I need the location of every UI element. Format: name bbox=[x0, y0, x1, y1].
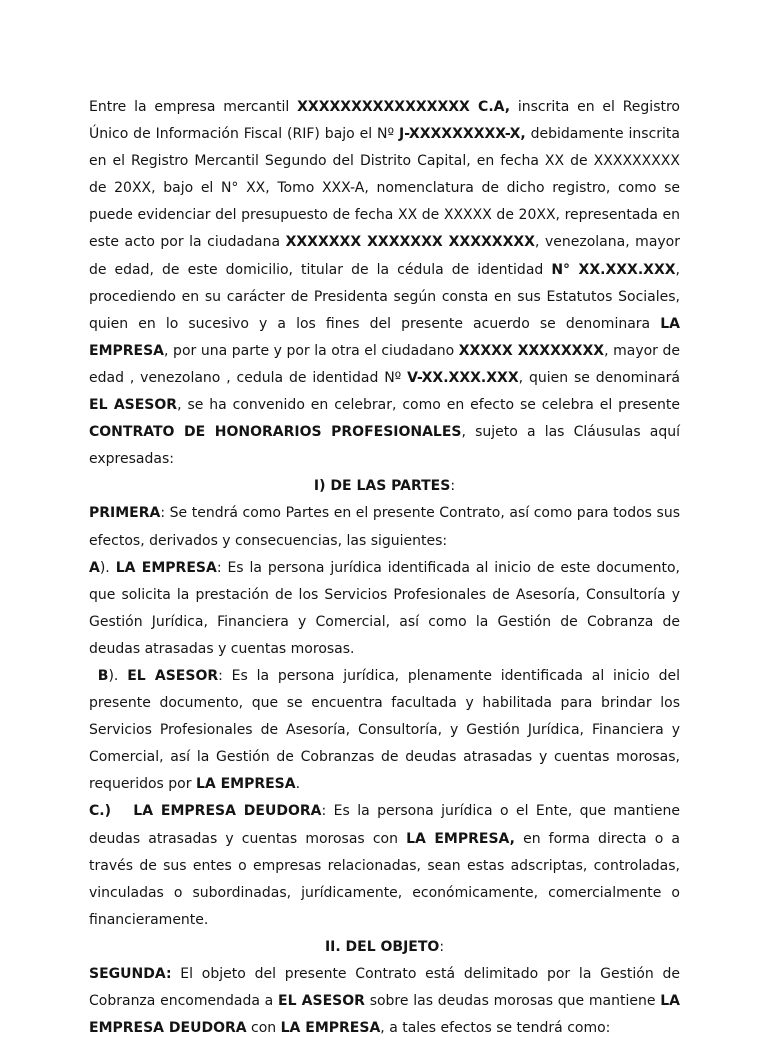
party-el-asesor: EL ASESOR bbox=[89, 397, 178, 414]
intro-text: inscrita en el Registro Único de Información Fiscal (RIF) bajo el Nº bbox=[89, 99, 680, 143]
item-text: : Es la persona jurídica o el Ente, que mantiene deudas atrasadas y cuentas morosas con bbox=[89, 803, 681, 847]
intro-text: , quien se denominará bbox=[518, 369, 680, 386]
section-title: I) DE LAS PARTES bbox=[313, 478, 451, 495]
clause-label: SEGUNDA: bbox=[89, 966, 172, 982]
item-letter: B bbox=[97, 667, 109, 684]
clause-label: PRIMERA bbox=[89, 505, 161, 522]
section-title: II. DEL OBJETO bbox=[324, 938, 440, 955]
party-item-c bbox=[89, 798, 680, 933]
intro-text: , venezolana, mayor de edad, de este domicilio, titular de la cédula de identidad bbox=[89, 234, 681, 278]
advisor-name: XXXXX XXXXXXXX bbox=[458, 342, 605, 359]
clause-text: : Se tendrá como Partes en el presente Contrato, así como para todos sus efectos, derivados y consecuencias, las siguientes: bbox=[89, 505, 680, 549]
party-la-empresa: LA EMPRESA bbox=[280, 1020, 381, 1037]
item-party-name: LA EMPRESA DEUDORA bbox=[133, 803, 322, 820]
item-letter: A bbox=[89, 559, 100, 576]
rif-number: J-XXXXXXXXX-X, bbox=[399, 126, 526, 143]
item-text: : Es la persona jurídica identificada al inicio de este documento, que solicita la prestación de los Servicios Profesionales de Asesoría, Consultoría y Gestión Jurídica, Financiera y Comercial, así como la Gestión de Cobranza de deudas atrasadas y cuentas morosas. bbox=[89, 559, 680, 657]
party-item-b: B). EL ASESOR: Es la persona jurídica, plenamente identificada al inicio del presente documento, que se encuentra facultada y habilitada para brindar los Servicios Profesionales de Asesoría, Consultoría, y Gestión Jurídica, Financiera y Comercial, así la Gestión de Cobranzas de deudas atrasadas y cuentas morosas, requeridos por LA EMPRESA. bbox=[89, 667, 680, 793]
clause-text: con bbox=[246, 1020, 281, 1037]
intro-text: , por una parte y por la otra el ciudadano bbox=[164, 342, 459, 359]
item-party-ref: LA EMPRESA bbox=[195, 776, 296, 793]
item-text: : Es la persona jurídica, plenamente identificada al inicio del presente documento, que se encuentra facultada y habilitada para brindar los Servicios Profesionales de Asesoría, Consultoría, y Gestión Jurídica, Financiera y Comercial, así la Gestión de Cobranzas de deudas atrasadas y cuentas morosas, requeridos por bbox=[89, 667, 680, 793]
clause-text: , a tales efectos se tendrá como: bbox=[380, 1020, 611, 1037]
section-heading-parties: I) DE LAS PARTES: bbox=[313, 478, 456, 495]
contract-document bbox=[89, 94, 680, 1042]
intro-text: , sujeto a las Cláusulas aquí expresadas: bbox=[89, 424, 681, 468]
representative-id: N° XX.XXX.XXX bbox=[551, 261, 676, 278]
intro-text: , se ha convenido en celebrar, como en efecto se celebra el presente bbox=[177, 397, 680, 414]
representative-name: XXXXXXX XXXXXXX XXXXXXXX bbox=[285, 234, 535, 251]
item-text: en forma directa o a través de sus entes o empresas relacionadas, sean estas adscriptas, controladas, vinculadas o subordinadas, jurídicamente, económicamente, comercialmente o financieramente. bbox=[89, 830, 680, 928]
intro-text: debidamente inscrita en el Registro Mercantil Segundo del Distrito Capital, en fecha XX de XXXXXXXXX de 20XX, bajo el N° XX, Tomo XXX-A, nomenclatura de dicho registro, como se puede evidenciar del presupuesto de fecha XX de XXXXX de 20XX, representada en este acto por la ciudadana bbox=[89, 126, 680, 251]
party-el-asesor: EL ASESOR bbox=[278, 993, 365, 1010]
party-deudora: LA EMPRESA DEUDORA bbox=[89, 993, 681, 1037]
item-party-ref: LA EMPRESA, bbox=[406, 830, 515, 847]
party-la-empresa: LA EMPRESA bbox=[89, 315, 680, 359]
clause-text: El objeto del presente Contrato está delimitado por la Gestión de Cobranza encomendada a bbox=[89, 966, 680, 1010]
contract-name: CONTRATO DE HONORARIOS PROFESIONALES bbox=[89, 424, 462, 441]
intro-text: , mayor de edad , venezolano , cedula de identidad Nº bbox=[89, 342, 680, 386]
clause-text: sobre las deudas morosas que mantiene bbox=[364, 993, 661, 1010]
item-letter: C.) bbox=[89, 803, 111, 820]
clause-primera bbox=[89, 500, 680, 554]
item-party-name: EL ASESOR bbox=[127, 667, 219, 684]
company-name: XXXXXXXXXXXXXXXX C.A, bbox=[297, 99, 511, 115]
intro-text: Entre la empresa mercantil bbox=[89, 99, 298, 115]
clause-segunda bbox=[89, 961, 680, 1042]
party-item-a: A). LA EMPRESA: Es la persona jurídica identificada al inicio de este documento, que solicita la prestación de los Servicios Profesionales de Asesoría, Consultoría y Gestión Jurídica, Financiera y Comercial, así como la Gestión de Cobranza de deudas atrasadas y cuentas morosas. bbox=[89, 559, 680, 657]
advisor-id: V-XX.XXX.XXX bbox=[407, 369, 519, 386]
item-party-name: LA EMPRESA bbox=[115, 559, 217, 576]
intro-paragraph bbox=[89, 94, 680, 473]
intro-text: , procediendo en su carácter de Presidenta según consta en sus Estatutos Sociales, quien en lo sucesivo y a los fines del presente acuerdo se denominara bbox=[89, 261, 680, 332]
section-heading-object: II. DEL OBJETO: bbox=[324, 938, 445, 955]
